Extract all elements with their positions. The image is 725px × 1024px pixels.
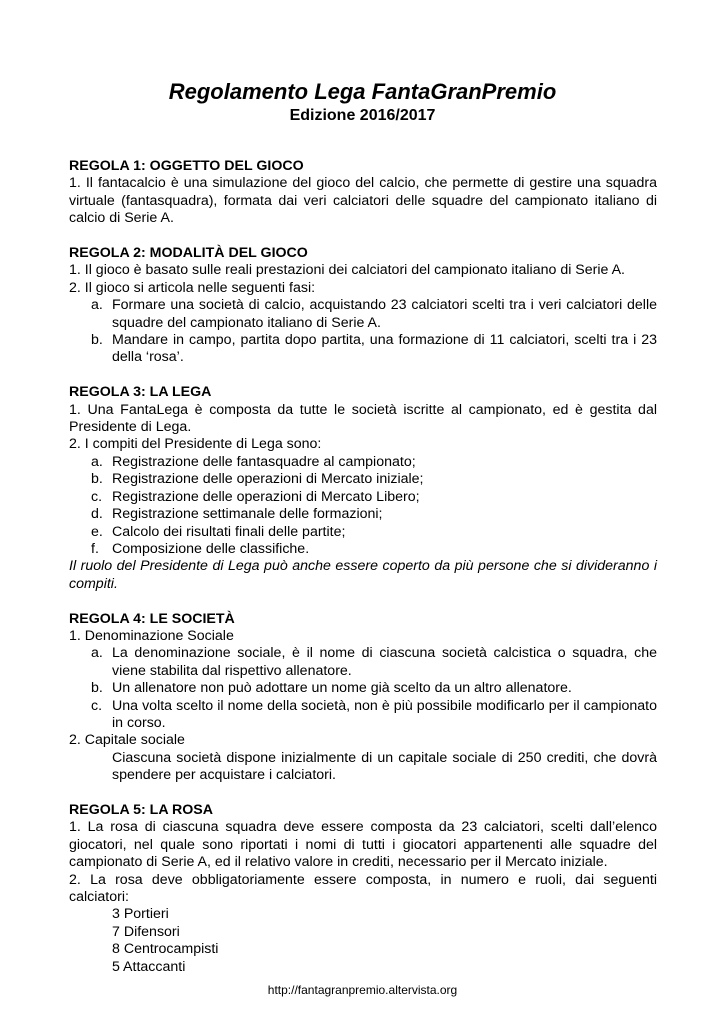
rule-4-heading: REGOLA 4: LE SOCIETÀ bbox=[69, 610, 235, 627]
rule-2-paragraph-1: 1. Il gioco è basato sulle reali prestazioni dei calciatori del campionato italiano di Serie A. bbox=[69, 262, 625, 279]
list-item bbox=[69, 645, 657, 680]
rule-4-paragraph-2: 2. Capitale sociale bbox=[69, 732, 185, 749]
list-marker: b. bbox=[91, 471, 103, 488]
rule-3-paragraph-2: 2. I compiti del Presidente di Lega sono: bbox=[69, 436, 322, 453]
list-item bbox=[69, 698, 657, 733]
list-item-text: Registrazione delle fantasquadre al campionato; bbox=[112, 453, 416, 470]
list-item bbox=[69, 332, 657, 367]
rule-5-paragraph-1: 1. La rosa di ciascuna squadra deve essere composta da 23 calciatori, scelti dall’elenco giocatori, nel quale sono riportati i nomi di tutti i giocatori appartenenti alle squadre del campionato di Serie A, ed il relativo valore in crediti, necessario per il Mercato iniziale. bbox=[69, 819, 657, 871]
role-line: 5 Attaccanti bbox=[112, 958, 186, 975]
role-line: 3 Portieri bbox=[112, 906, 169, 923]
rule-3-note: Il ruolo del Presidente di Lega può anche essere coperto da più persone che si divideranno i compiti. bbox=[69, 558, 657, 592]
rule-3-heading: REGOLA 3: LA LEGA bbox=[69, 384, 212, 401]
list-item-text: Un allenatore non può adottare un nome già scelto da un altro allenatore. bbox=[112, 680, 572, 697]
rule-1-paragraph-1: 1. Il fantacalcio è una simulazione del gioco del calcio, che permette di gestire una squadra virtuale (fantasquadra), formata dai veri calciatori delle squadre del campionato italiano di calcio di Serie A. bbox=[69, 175, 657, 227]
list-item bbox=[69, 680, 657, 697]
rule-2-section bbox=[69, 245, 657, 367]
list-item bbox=[69, 471, 657, 488]
list-item-text: Calcolo dei risultati finali delle partite; bbox=[112, 523, 346, 540]
list-item bbox=[69, 297, 657, 332]
rule-5-heading: REGOLA 5: LA ROSA bbox=[69, 801, 213, 818]
list-item-text: Formare una società di calcio, acquistando 23 calciatori scelti tra i veri calciatori delle squadre del campionato italiano di Serie A. bbox=[112, 297, 657, 331]
footer-url: http://fantagranpremio.altervista.org bbox=[267, 983, 458, 997]
list-item-text: Registrazione settimanale delle formazioni; bbox=[112, 506, 383, 523]
role-line: 8 Centrocampisti bbox=[112, 941, 219, 958]
list-marker: e. bbox=[91, 523, 103, 540]
rule-4-paragraph-1: 1. Denominazione Sociale bbox=[69, 627, 234, 644]
list-marker: f. bbox=[91, 540, 99, 557]
list-item bbox=[69, 489, 657, 506]
list-marker: b. bbox=[91, 332, 103, 349]
rule-1-heading: REGOLA 1: OGGETTO DEL GIOCO bbox=[69, 158, 304, 174]
rule-1-section bbox=[69, 158, 657, 228]
list-item-text: Composizione delle classifiche. bbox=[112, 540, 310, 557]
rule-2-paragraph-2: 2. Il gioco si articola nelle seguenti fasi: bbox=[69, 279, 316, 296]
list-item bbox=[69, 541, 657, 558]
rule-4-capital-text: Ciascuna società dispone inizialmente di un capitale sociale di 250 crediti, che dovrà spendere per acquistare i calciatori. bbox=[112, 749, 657, 784]
list-item-text: Registrazione delle operazioni di Mercato Libero; bbox=[112, 488, 420, 505]
document-title: Regolamento Lega FantaGranPremio bbox=[168, 79, 557, 104]
rule-4-section bbox=[69, 611, 657, 785]
rule-2-heading: REGOLA 2: MODALITÀ DEL GIOCO bbox=[69, 245, 308, 262]
list-marker: a. bbox=[91, 645, 103, 662]
list-marker: a. bbox=[91, 297, 103, 314]
rule-5-section bbox=[69, 802, 657, 976]
list-marker: a. bbox=[91, 453, 103, 470]
rule-3-paragraph-1: 1. Una FantaLega è composta da tutte le società iscritte al campionato, ed è gestita dal Presidente di Lega. bbox=[69, 401, 657, 436]
list-item-text: La denominazione sociale, è il nome di ciascuna società calcistica o squadra, che viene stabilita dal rispettivo allenatore. bbox=[112, 645, 657, 679]
document-subtitle: Edizione 2016/2017 bbox=[289, 107, 436, 124]
document-body bbox=[69, 158, 657, 993]
role-line: 7 Difensori bbox=[112, 923, 180, 940]
list-item-text: Una volta scelto il nome della società, non è più possibile modificarlo per il campionato in corso. bbox=[112, 697, 657, 731]
list-item-text: Registrazione delle operazioni di Mercato iniziale; bbox=[112, 471, 424, 488]
list-item-text: Mandare in campo, partita dopo partita, una formazione di 11 calciatori, scelti tra i 23 della ‘rosa’. bbox=[112, 332, 657, 366]
rule-3-section bbox=[69, 384, 657, 593]
list-marker: b. bbox=[91, 680, 103, 697]
list-item bbox=[69, 454, 657, 471]
rule-5-paragraph-2: 2. La rosa deve obbligatoriamente essere composta, in numero e ruoli, dai seguenti calciatori: bbox=[69, 871, 657, 905]
list-marker: d. bbox=[91, 506, 103, 523]
list-marker: c. bbox=[91, 697, 103, 714]
list-marker: c. bbox=[91, 488, 103, 505]
list-item bbox=[69, 506, 657, 523]
list-item bbox=[69, 524, 657, 541]
